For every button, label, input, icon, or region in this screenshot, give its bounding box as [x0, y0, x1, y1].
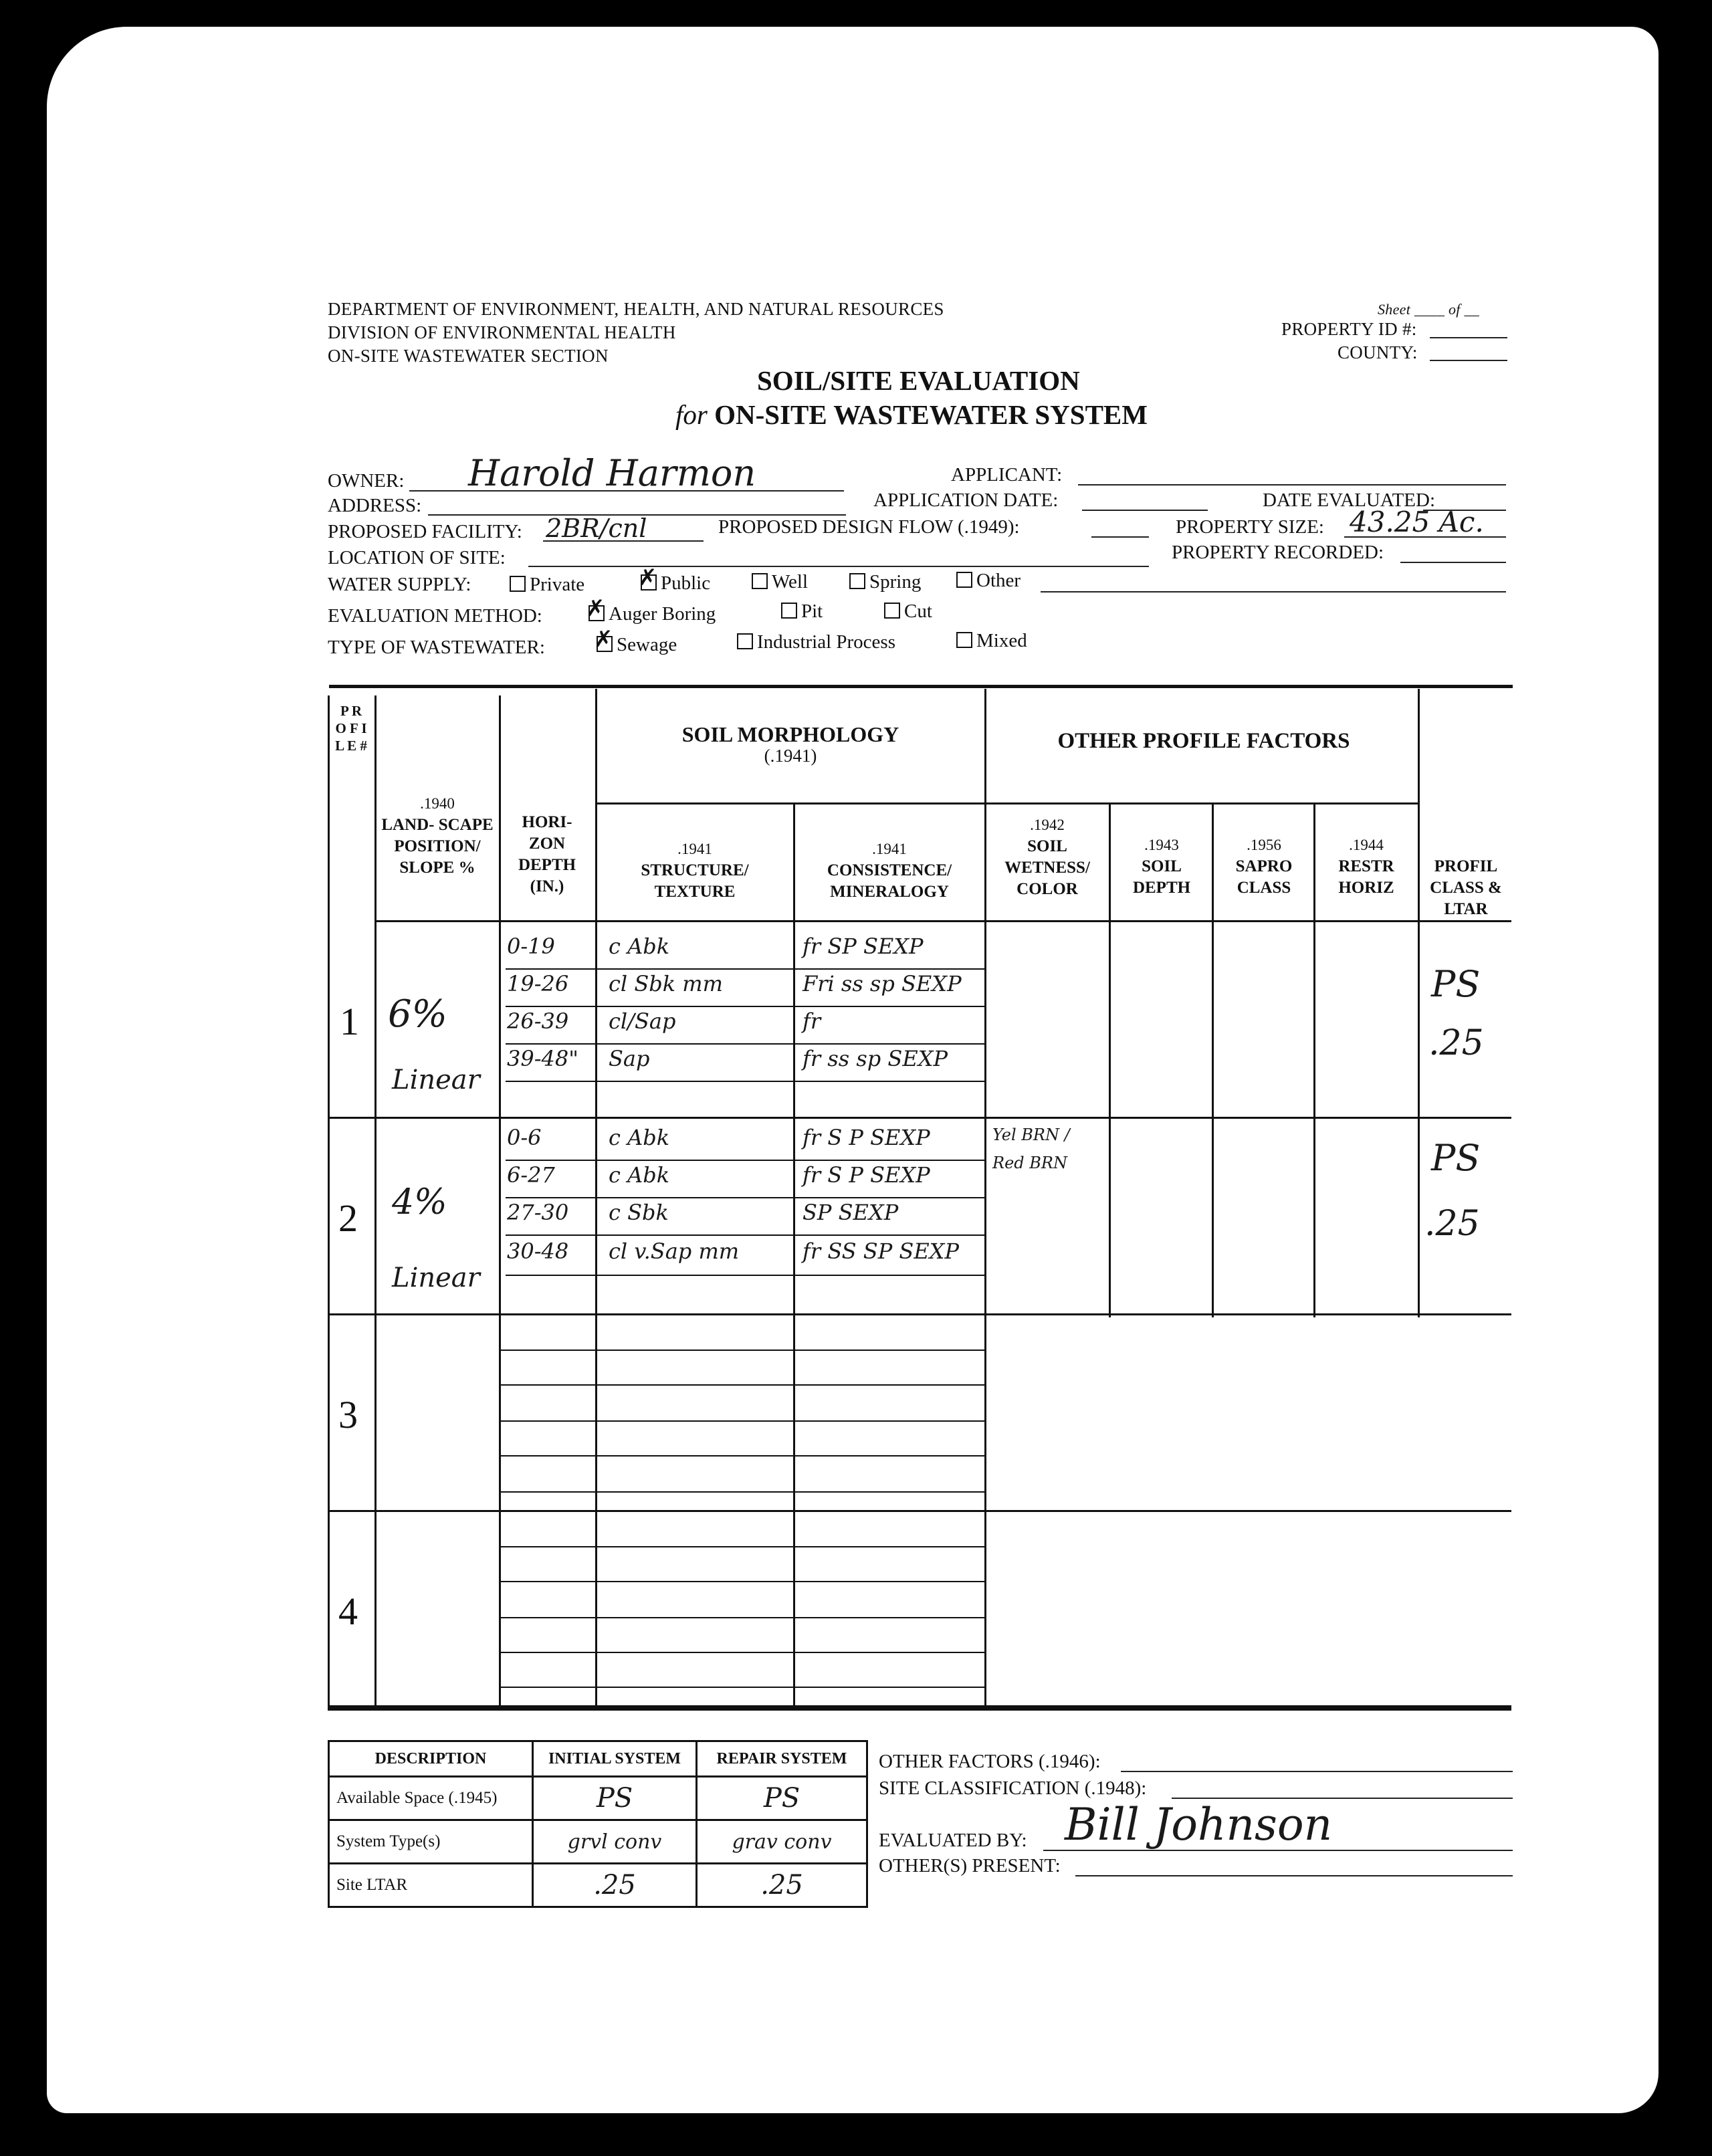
- checkbox-icon: [884, 603, 900, 619]
- horizon-structure: c Sbk: [609, 1200, 669, 1225]
- horizon-depth: 19-26: [507, 971, 569, 996]
- location-label: LOCATION OF SITE:: [328, 547, 506, 568]
- wetness-header: SOIL WETNESS/ COLOR: [1004, 837, 1090, 898]
- evaluator-signature: Bill Johnson: [1065, 1799, 1333, 1850]
- restr-code: .1944: [1349, 837, 1384, 853]
- horizon-depth: 6-27: [507, 1162, 555, 1188]
- others-present-line: [1075, 1875, 1513, 1876]
- profile-number: 1: [340, 1000, 359, 1043]
- profile-class: PS: [1431, 963, 1481, 1005]
- date-evaluated-label: DATE EVALUATED:: [1263, 490, 1436, 511]
- structure-code: .1941: [677, 841, 712, 857]
- title-prefix: for: [675, 399, 708, 430]
- water-supply-spring-option[interactable]: Spring: [849, 571, 921, 593]
- checkbox-icon: [510, 576, 526, 592]
- profile-ltar: .25: [1428, 1023, 1484, 1063]
- row-label: Available Space (.1945): [329, 1777, 533, 1820]
- applicant-line: [1078, 484, 1506, 486]
- horizon-structure: Sap: [609, 1046, 650, 1071]
- profile-number: 3: [338, 1393, 358, 1436]
- initial-value: .25: [533, 1864, 697, 1907]
- property-size-value: 43.25 Ac.: [1350, 506, 1484, 538]
- design-flow-label: PROPOSED DESIGN FLOW (.1949):: [718, 516, 1020, 538]
- checked-checkbox-icon: [588, 605, 605, 621]
- proposed-facility-value: 2BR/cnl: [546, 514, 647, 543]
- dept-line-2: DIVISION OF ENVIRONMENTAL HEALTH: [328, 322, 676, 342]
- site-classification-label: SITE CLASSIFICATION (.1948):: [879, 1777, 1147, 1799]
- checkbox-icon: [752, 573, 768, 589]
- horizon-depth: 27-30: [507, 1200, 569, 1225]
- profile-position: Linear: [392, 1065, 480, 1095]
- table-row: [329, 1777, 867, 1820]
- checked-checkbox-icon: [641, 574, 657, 590]
- row-label: System Type(s): [329, 1820, 533, 1864]
- horizon-consistence: fr S P SEXP: [802, 1125, 930, 1150]
- horizon-consistence: fr ss sp SEXP: [802, 1046, 948, 1071]
- dept-line-1: DEPARTMENT OF ENVIRONMENT, HEALTH, AND NATURAL RESOURCES: [328, 299, 944, 319]
- profile-slope: 4%: [392, 1182, 447, 1222]
- other-factors-label: OTHER FACTORS (.1946):: [879, 1751, 1101, 1772]
- property-recorded-label: PROPERTY RECORDED:: [1172, 542, 1384, 563]
- profile-number-header: P R O F I L E #: [335, 703, 367, 754]
- repair-value: grav conv: [697, 1820, 867, 1864]
- checkbox-icon: [781, 603, 797, 619]
- application-date-line: [1082, 510, 1208, 511]
- water-supply-public-option[interactable]: ✗ Public: [641, 572, 710, 595]
- water-supply-other-option[interactable]: Other: [956, 570, 1021, 592]
- repair-system-header: REPAIR SYSTEM: [697, 1741, 867, 1777]
- wastewater-sewage-option[interactable]: ✗ Sewage: [597, 634, 677, 656]
- others-present-label: OTHER(S) PRESENT:: [879, 1855, 1061, 1876]
- initial-value: PS: [533, 1777, 697, 1820]
- initial-value: grvl conv: [533, 1820, 697, 1864]
- horizon-consistence: SP SEXP: [802, 1200, 899, 1225]
- horizon-consistence: fr SS SP SEXP: [802, 1238, 959, 1264]
- other-water-line: [1041, 591, 1506, 592]
- evaluation-pit-option[interactable]: Pit: [781, 601, 823, 623]
- property-size-label: PROPERTY SIZE:: [1176, 516, 1324, 538]
- wastewater-industrial-option[interactable]: Industrial Process: [737, 631, 895, 653]
- owner-value: Harold Harmon: [468, 452, 756, 494]
- soil-wetness-color: Yel BRN / Red BRN: [992, 1125, 1070, 1172]
- horizon-consistence: fr S P SEXP: [802, 1162, 930, 1188]
- horizon-depth: 0-6: [507, 1125, 542, 1150]
- evaluation-method-label: EVALUATION METHOD:: [328, 605, 542, 627]
- horizon-consistence: fr: [802, 1008, 821, 1034]
- profile-slope: 6%: [388, 992, 447, 1036]
- profile-number: 4: [338, 1590, 358, 1633]
- soil-morphology-header: SOIL MORPHOLOGY: [681, 722, 899, 746]
- landscape-header: LAND- SCAPE POSITION/ SLOPE %: [381, 816, 494, 877]
- evaluation-auger-option[interactable]: ✗ Auger Boring: [588, 603, 716, 625]
- county-label: COUNTY:: [1338, 342, 1418, 362]
- property-id-line: [1430, 337, 1507, 338]
- horizon-depth: 26-39: [507, 1008, 569, 1034]
- design-flow-line: [1091, 536, 1149, 538]
- table-row: [329, 1820, 867, 1864]
- property-recorded-line: [1400, 562, 1506, 563]
- repair-value: .25: [697, 1864, 867, 1907]
- profile-class: PS: [1431, 1137, 1481, 1179]
- horizon-depth: 39-48": [507, 1046, 578, 1071]
- sapro-header: SAPRO CLASS: [1235, 857, 1293, 897]
- horizon-structure: cl/Sap: [609, 1008, 676, 1034]
- property-id-label: PROPERTY ID #:: [1281, 319, 1417, 339]
- checkbox-icon: [737, 633, 753, 649]
- owner-label: OWNER:: [328, 470, 405, 492]
- consistence-code: .1941: [872, 841, 907, 857]
- form-subtitle: ON-SITE WASTEWATER SYSTEM: [714, 399, 1148, 430]
- checkbox-icon: [956, 632, 972, 648]
- table-row: [329, 1864, 867, 1907]
- address-label: ADDRESS:: [328, 495, 422, 516]
- structure-header: STRUCTURE/ TEXTURE: [641, 861, 749, 901]
- profile-number: 2: [338, 1196, 358, 1240]
- application-date-label: APPLICATION DATE:: [873, 490, 1059, 511]
- applicant-label: APPLICANT:: [951, 464, 1063, 486]
- checked-checkbox-icon: [597, 636, 613, 652]
- initial-system-header: INITIAL SYSTEM: [533, 1741, 697, 1777]
- horizon-structure: cl v.Sap mm: [609, 1238, 740, 1264]
- water-supply-private-option[interactable]: Private: [510, 574, 584, 596]
- checkbox-icon: [849, 573, 865, 589]
- checkbox-icon: [956, 572, 972, 588]
- profile-class-header: PROFIL CLASS & LTAR: [1430, 857, 1502, 918]
- landscape-code: .1940: [420, 795, 455, 812]
- sapro-code: .1956: [1247, 837, 1281, 853]
- horizon-consistence: Fri ss sp SEXP: [802, 971, 962, 996]
- water-supply-label: WATER SUPPLY:: [328, 574, 471, 595]
- other-factors-line: [1121, 1771, 1513, 1772]
- evaluation-cut-option[interactable]: Cut: [884, 601, 932, 623]
- horizon-depth: 0-19: [507, 934, 555, 959]
- consistence-header: CONSISTENCE/ MINERALOGY: [827, 861, 952, 901]
- row-label: Site LTAR: [329, 1864, 533, 1907]
- soil-morphology-code: (.1941): [764, 746, 817, 766]
- sheet-label: Sheet ____ of __: [1378, 301, 1480, 318]
- restr-header: RESTR HORIZ: [1338, 857, 1394, 897]
- profile-position: Linear: [392, 1263, 480, 1293]
- soil-depth-code: .1943: [1144, 837, 1179, 853]
- location-line: [528, 566, 1149, 567]
- wastewater-mixed-option[interactable]: Mixed: [956, 630, 1027, 652]
- horizon-structure: c Abk: [609, 934, 670, 959]
- description-header: DESCRIPTION: [329, 1741, 533, 1777]
- evaluated-by-label: EVALUATED BY:: [879, 1830, 1027, 1851]
- form-title: SOIL/SITE EVALUATION: [757, 365, 1080, 396]
- dept-line-3: ON-SITE WASTEWATER SECTION: [328, 346, 609, 366]
- wetness-code: .1942: [1030, 817, 1065, 833]
- other-profile-factors-header: OTHER PROFILE FACTORS: [1057, 729, 1350, 753]
- profile-ltar: .25: [1424, 1204, 1480, 1244]
- horizon-depth: 30-48: [507, 1238, 569, 1264]
- wastewater-type-label: TYPE OF WASTEWATER:: [328, 637, 545, 658]
- horizon-consistence: fr SP SEXP: [802, 934, 924, 959]
- county-line: [1430, 360, 1507, 361]
- horizon-structure: c Abk: [609, 1125, 670, 1150]
- system-summary-table: [328, 1740, 868, 1908]
- proposed-facility-label: PROPOSED FACILITY:: [328, 521, 522, 542]
- horizon-structure: cl Sbk mm: [609, 971, 723, 996]
- horizon-depth-header: HORI- ZON DEPTH (IN.): [518, 813, 576, 895]
- water-supply-well-option[interactable]: Well: [752, 571, 808, 593]
- repair-value: PS: [697, 1777, 867, 1820]
- horizon-structure: c Abk: [609, 1162, 670, 1188]
- soil-depth-header: SOIL DEPTH: [1132, 857, 1191, 897]
